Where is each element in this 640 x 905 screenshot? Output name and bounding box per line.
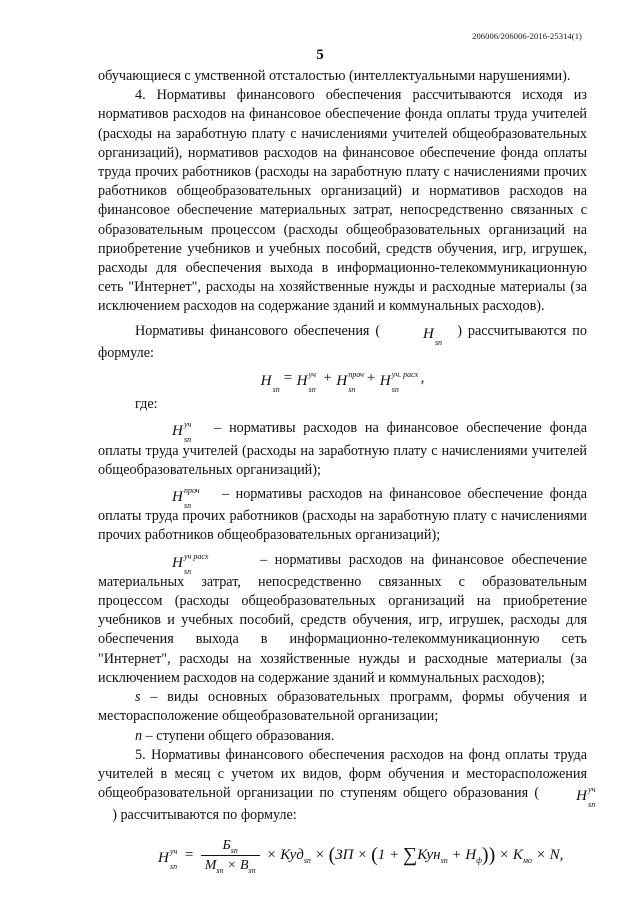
paragraph-continuation: обучающиеся с умственной отсталостью (интеллектуальными нарушениями). <box>98 68 571 84</box>
symbol-h-sn: Н sn <box>422 325 443 347</box>
definition-teachers: Н уч sn – нормативы расходов на финансовое обеспечение фонда оплаты труда учителей (расходы на заработную плату с начислениями учителей общеобразовательных организаций); <box>98 420 587 478</box>
document-body <box>98 67 596 875</box>
definition-n: n – ступени общего образования. <box>135 727 335 744</box>
definition-s: s – виды основных образовательных программ, формы обучения и месторасположение общеобразовательной организации; <box>98 689 588 725</box>
paragraph-norms-formula-intro: Нормативы финансового обеспечения ( Н sn ) рассчитываются по формуле: <box>98 322 587 361</box>
document-id: 206006/206006-2016-25314(1) <box>472 31 582 41</box>
formula-2: Н уч sn = $\frac{Б_{sn}}{М_{sn} \times В_{sn}}$ × $Куд_{sn} \times (ЗП \times (1 + \sum Кун_{sn} + Н_ф)) \times К_{мо} \times N$, <box>158 837 564 875</box>
symbol-h-uch-sn: Н уч sn <box>576 785 596 810</box>
paragraph-5: 5. Нормативы финансового обеспечения расходов на фонд оплаты труда учителей в месяц с учетом их видов, форм обучения и месторасположения общеобразовательной организации по ступеням общего образования ( Н уч sn ) рассчитываются по формуле: <box>98 746 596 824</box>
definition-other-staff: Н проч sn – нормативы расходов на финансовое обеспечение фонда оплаты труда прочих работников (расходы на заработную плату с начислениями прочих работников общеобразовательных организаций); <box>98 486 587 544</box>
definition-material-costs: Н уч расх sn – нормативы расходов на финансовое обеспечение материальных затрат, непосредственно связанных с образовательным процессом (расходы общеобразовательных организаций на приобретение учебников и учебных пособий, средств обучения, игр, игрушек, расходы для обеспечения выхода в информационно-телекоммуникационную сеть "Интернет", расходы на хозяйственные нужды и расходные материалы (за исключением расходов на содержание зданий и коммунальных расходов); <box>98 551 588 686</box>
page-number: 5 <box>316 47 324 63</box>
formula-1: Н sn = Н уч sn + Н проч sn + Н уч. расх sn , <box>260 370 425 395</box>
where-label: где: <box>135 396 158 413</box>
paragraph-4: 4. Нормативы финансового обеспечения рассчитываются исходя из нормативов расходов на финансовое обеспечение фонда оплаты труда учителей (расходы на заработную плату с начислениями учителей общеобразовательных организаций), нормативов расходов на финансовое обеспечение фонда оплаты труда прочих работников (расходы на заработную плату с начислениями прочих работников общеобразовательных организаций) и нормативов расходов на финансовое обеспечение материальных затрат, непосредственно связанных с образовательным процессом (расходы общеобразовательных организаций на приобретение учебников и учебных пособий, средств обучения, игр, игрушек, расходы для обеспечения выхода в информационно-телекоммуникационную сеть "Интернет", расходы на хозяйственные нужды и расходные материалы (за исключением расходов на содержание зданий и коммунальных расходов). <box>98 87 587 315</box>
fraction: $\frac{Б_{sn}}{М_{sn} \times В_{sn}}$ <box>201 836 260 875</box>
